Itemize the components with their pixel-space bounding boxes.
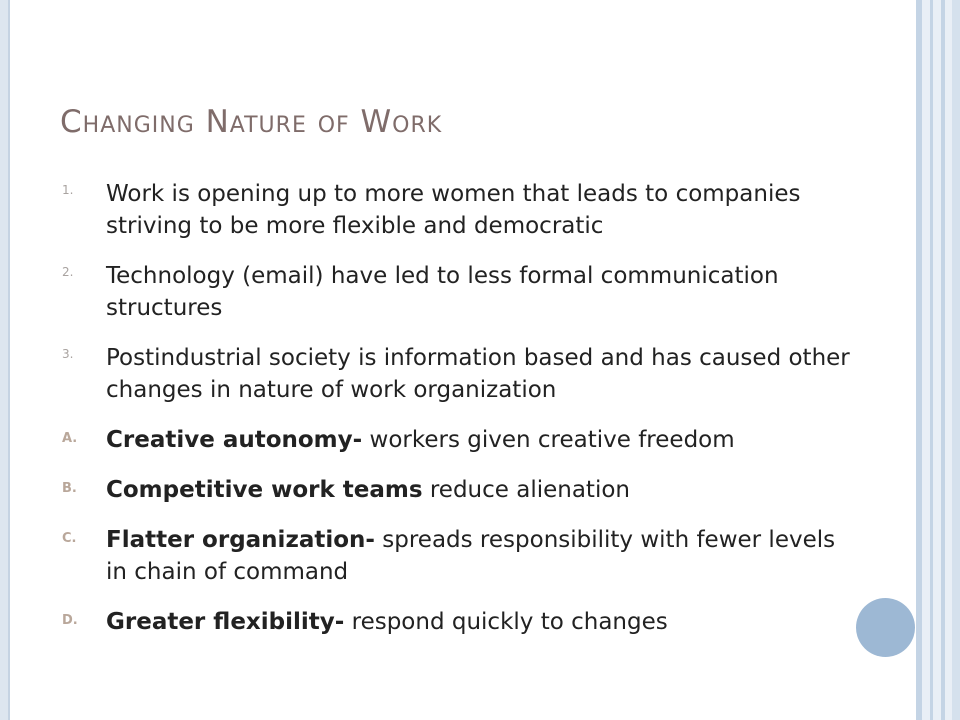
list-item-text	[106, 424, 735, 456]
list-item-body: Postindustrial society is information based and has caused other changes in nature of work organization	[106, 345, 850, 403]
list-item-body: Work is opening up to more women that leads to companies striving to be more flexible and democratic	[106, 181, 801, 239]
stripe	[952, 0, 960, 720]
list-item-text	[106, 524, 852, 588]
bullet-list	[62, 178, 852, 656]
list-item-text	[106, 342, 852, 406]
left-frame-border	[0, 0, 10, 720]
stripe	[930, 0, 933, 720]
list-item-bold: Flatter organization-	[106, 527, 375, 553]
list-item-body: spreads responsibility with fewer levels in chain of command	[106, 527, 836, 585]
list-marker: B.	[62, 481, 77, 496]
list-item-text	[106, 178, 852, 242]
list-item-text	[106, 606, 668, 638]
list-item	[62, 342, 852, 406]
list-item-text	[106, 474, 630, 506]
list-item	[62, 606, 852, 638]
list-marker: 3.	[62, 347, 74, 361]
list-marker: C.	[62, 531, 77, 546]
list-item	[62, 424, 852, 456]
list-item	[62, 524, 852, 588]
list-item-bold: Competitive work teams	[106, 477, 423, 503]
stripe	[916, 0, 922, 720]
list-item-body: workers given creative freedom	[362, 427, 735, 453]
list-marker: D.	[62, 613, 78, 628]
right-decorative-stripes	[916, 0, 960, 720]
list-item	[62, 474, 852, 506]
stripe	[941, 0, 945, 720]
list-item-body: respond quickly to changes	[344, 609, 668, 635]
list-item-text	[106, 260, 852, 324]
decorative-circle	[856, 598, 915, 657]
slide-title: Changing Nature of Work	[60, 104, 443, 140]
list-item	[62, 178, 852, 242]
list-item-body: reduce alienation	[422, 477, 630, 503]
list-item-body: Technology (email) have led to less formal communication structures	[106, 263, 779, 321]
list-item-bold: Greater flexibility-	[106, 609, 345, 635]
list-marker: A.	[62, 431, 78, 446]
list-marker: 2.	[62, 265, 74, 279]
list-marker: 1.	[62, 183, 74, 197]
list-item-bold: Creative autonomy-	[106, 427, 363, 453]
list-item	[62, 260, 852, 324]
